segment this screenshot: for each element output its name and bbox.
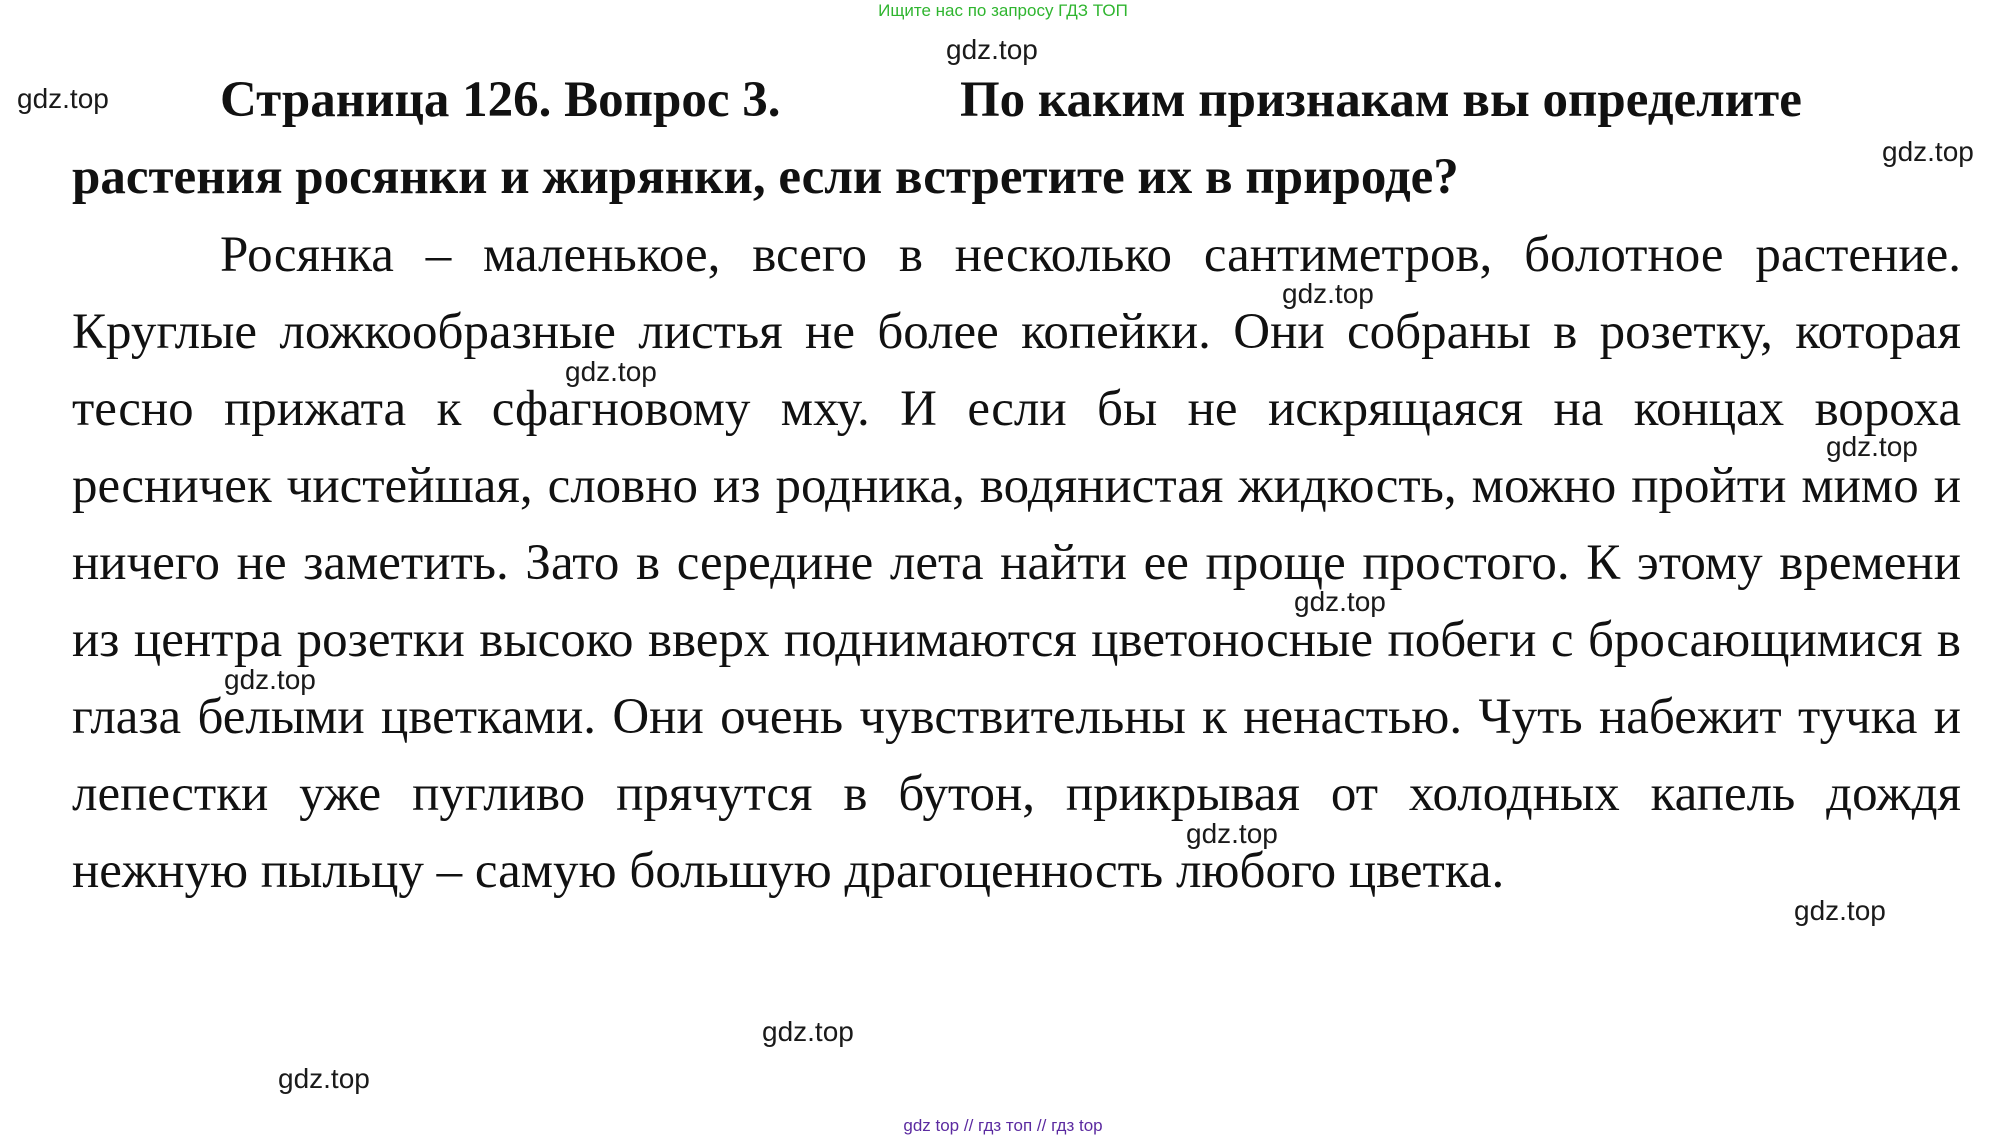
watermark: gdz.top [1282, 278, 1374, 309]
question-label: Страница 126. Вопрос 3. [220, 72, 781, 128]
question-text-line1: По каким признакам вы определите [960, 72, 1802, 128]
watermark: gdz.top [1794, 895, 1886, 926]
watermark: gdz.top [565, 356, 657, 387]
watermark: gdz.top [762, 1016, 854, 1047]
watermark: gdz.top [946, 34, 1038, 65]
footer-separator: // [1036, 1116, 1047, 1135]
footer-links [0, 1116, 2006, 1136]
answer-paragraph: Росянка – маленькое, всего в несколько сантиметров, болотное растение. Круглые ложкообразные листья не более копейки. Они собраны в розетку, которая тесно прижата к сфагновому мху. И если бы не искрящаяся на концах вороха ресничек чистейшая, словно из родника, водянистая жидкость, можно пройти мимо и ничего не заметить. Зато в середине лета найти ее проще простого. К этому времени из центра розетки высоко вверх поднимаются цветоносные побеги с бросающимися в глаза белыми цветками. Они очень чувствительны к ненастью. Чуть набежит тучка и лепестки уже пугливо прячутся в бутон, прикрывая от холодных капель дождя нежную пыльцу – самую большую драгоценность любого цветка. [72, 227, 1961, 899]
footer-link-gdz-top-mixed[interactable]: гдз top [1051, 1116, 1103, 1135]
watermark: gdz.top [1882, 136, 1974, 167]
top-search-link[interactable]: Ищите нас по запросу ГДЗ ТОП [878, 1, 1128, 20]
watermark: gdz.top [17, 83, 109, 114]
watermark: gdz.top [1826, 431, 1918, 462]
question-text-line2-span: растения росянки и жирянки, если встретите их в природе? [72, 149, 1459, 205]
watermark: gdz.top [224, 664, 316, 695]
footer-link-gdz-top-ru[interactable]: гдз топ [978, 1116, 1033, 1135]
watermark: gdz.top [1294, 586, 1386, 617]
question-heading [72, 62, 1961, 139]
watermark: gdz.top [1186, 818, 1278, 849]
question-text-line2 [72, 139, 1961, 216]
footer-link-gdz-top[interactable]: gdz top [903, 1116, 960, 1135]
watermark: gdz.top [278, 1063, 370, 1094]
footer-separator: // [963, 1116, 974, 1135]
